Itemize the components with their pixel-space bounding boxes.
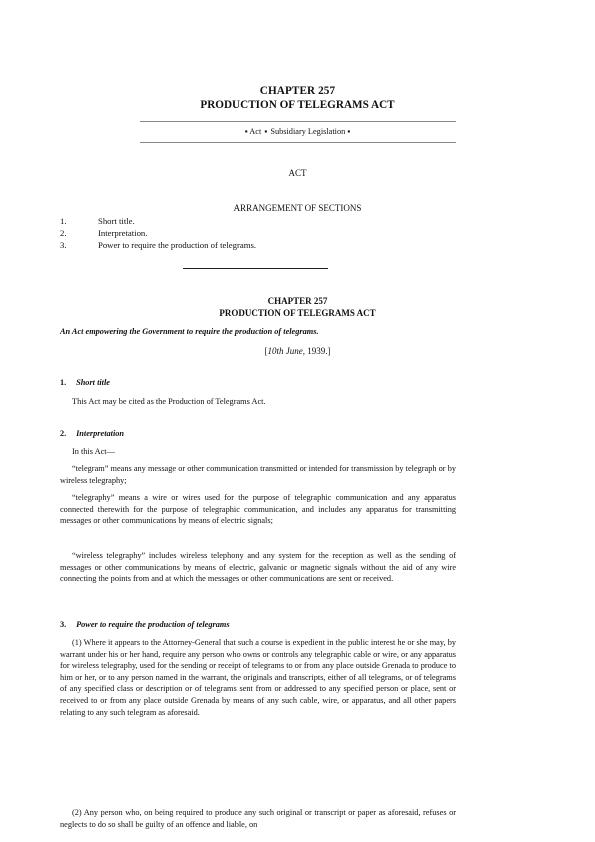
nav-link-subsidiary-legislation[interactable]: Subsidiary Legislation: [270, 127, 346, 136]
body-chapter-number: CHAPTER 257: [267, 296, 328, 306]
long-title: An Act empowering the Government to require the production of telegrams.: [60, 327, 319, 336]
section-heading: [60, 620, 230, 629]
page-chapter-number: CHAPTER 257: [259, 85, 336, 97]
definition-wireless-telegraphy: “wireless telegraphy” includes wireless telephony and any system for the reception as well as the sending of messages or other communications by means of electric, galvanic or magnetic signals without the aid of any wire connecting the points from and at which the messages or other communications are sent or received.: [60, 551, 456, 584]
section-heading: [60, 429, 124, 438]
section-divider: [183, 268, 328, 269]
bullet-icon: ▪: [264, 127, 268, 136]
commencement-date: [10th June, 1939.]: [264, 346, 331, 356]
section-heading: [60, 378, 110, 387]
toc-item-number: 2.: [60, 228, 67, 238]
page-title: PRODUCTION OF TELEGRAMS ACT: [200, 99, 395, 111]
nav-top-divider: [140, 121, 456, 122]
body-title: PRODUCTION OF TELEGRAMS ACT: [219, 308, 376, 318]
section-title: Interpretation: [76, 429, 125, 438]
definition-telegraphy: “telegraphy” means a wire or wires used for the purpose of telegraphic communication and any apparatus connected therewith for the purpose of telegraphic communication, and includes any apparatus for transmitting messages or other communications by means of electric signals;: [60, 493, 456, 526]
toc-item-title[interactable]: Interpretation.: [98, 228, 148, 238]
section-number: 3.: [60, 620, 67, 629]
act-heading: ACT: [288, 168, 307, 178]
toc-item-number: 1.: [60, 216, 67, 226]
definition-telegram: “telegram” means any message or other communication transmitted or intended for transmission by telegraph or by wireless telegraphy;: [60, 464, 456, 485]
bullet-icon: ▪: [347, 127, 351, 136]
arrangement-heading: ARRANGEMENT OF SECTIONS: [233, 203, 362, 213]
section-number: 1.: [60, 378, 67, 387]
nav-link-act[interactable]: Act: [249, 127, 262, 136]
nav-bottom-divider: [140, 142, 456, 143]
date-day-month: 10th June: [267, 346, 303, 356]
definitions-intro: In this Act—: [72, 447, 115, 456]
section-title: Short title: [76, 378, 110, 387]
toc-item-title[interactable]: Power to require the production of telegrams.: [98, 240, 257, 250]
subsection-2: (2) Any person who, on being required to produce any such original or transcript or paper as aforesaid, refuses or neglects to do so shall be guilty of an offence and liable, on: [60, 808, 456, 829]
section-nav: [0, 127, 595, 136]
section-title: Power to require the production of telegrams: [76, 620, 230, 629]
section-text: This Act may be cited as the Production of Telegrams Act.: [72, 397, 266, 406]
toc-item-title[interactable]: Short title.: [98, 216, 135, 226]
toc-item-number: 3.: [60, 240, 67, 250]
bullet-icon: ▪: [244, 127, 248, 136]
subsection-1: (1) Where it appears to the Attorney-General that such a course is expedient in the public interest he or she may, by warrant under his or her hand, require any person who owns or controls any telegraphic cable or wire, or any apparatus for wireless telegraphy, used for the sending or receipt of telegrams to or from any place outside Grenada to produce to him or her, or to any person named in the warrant, the originals and transcripts, either of all telegrams, or of telegrams of any specified class or description or of telegrams sent from or addressed to any specified person or place, sent or received to or from any place outside Grenada by means of any such cable, wire, or apparatus, and all other papers relating to any such telegram as aforesaid.: [60, 638, 456, 717]
section-number: 2.: [60, 429, 67, 438]
